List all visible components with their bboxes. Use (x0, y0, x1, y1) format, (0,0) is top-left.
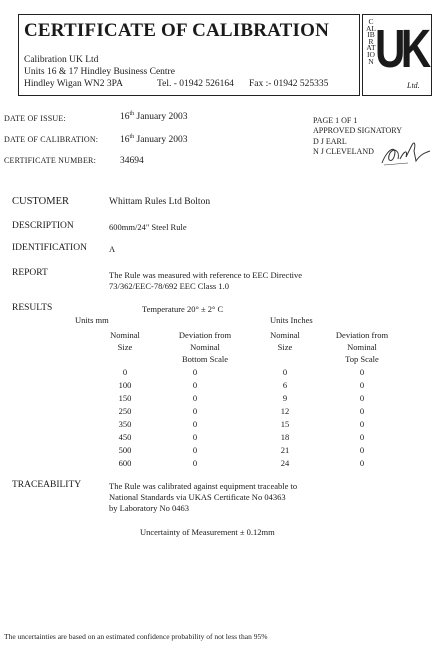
in-deviation-cell: 0 (359, 419, 365, 429)
customer-value: Whittam Rules Ltd Bolton (109, 197, 211, 207)
logo-ltd-text: Ltd. (407, 81, 420, 90)
in-deviation-cell: 0 (359, 380, 365, 390)
mm-deviation-cell: 0 (192, 432, 198, 442)
in-deviation-header: Deviation from (335, 330, 389, 340)
certificate-number-label: CERTIFICATE NUMBER: (4, 156, 96, 165)
mm-nominal-cell: 0 (122, 367, 128, 377)
date-of-calibration-label: DATE OF CALIBRATION: (4, 135, 99, 144)
description-label: DESCRIPTION (12, 221, 74, 231)
footer-note: The uncertainties are based on an estimated confidence probability of not less than 95% (4, 632, 268, 641)
mm-size-header: Size (117, 342, 133, 352)
date-of-issue-label: DATE OF ISSUE: (4, 114, 66, 123)
mm-deviation-cell: 0 (192, 367, 198, 377)
address-line-2: Hindley Wigan WN2 3PA (24, 79, 123, 89)
mm-deviation-cell: 0 (192, 458, 198, 468)
mm-scale-header: Bottom Scale (181, 354, 229, 364)
in-nominal-cell: 15 (280, 419, 290, 429)
approved-signatory-label: APPROVED SIGNATORY (313, 126, 402, 135)
address-line-1: Units 16 & 17 Hindley Business Centre (24, 67, 175, 77)
customer-label: CUSTOMER (12, 196, 69, 207)
in-scale-header: Top Scale (345, 354, 379, 364)
in-nominal-cell: 21 (280, 445, 290, 455)
telephone: Tel. - 01942 526164 (157, 79, 234, 89)
in-nominal-cell: 18 (280, 432, 290, 442)
certificate-title: CERTIFICATE OF CALIBRATION (24, 20, 330, 41)
in-nominal-header: Nominal (270, 330, 300, 340)
mm-nominal-cell: 450 (118, 432, 132, 442)
units-mm-label: Units mm (75, 315, 109, 325)
mm-nominal-cell: 100 (118, 380, 132, 390)
company-logo (362, 14, 432, 96)
mm-nominal-cell: 150 (118, 393, 132, 403)
traceability-label: TRACEABILITY (12, 480, 82, 490)
report-line-2: 73/362/EEC-78/692 EEC Class 1.0 (109, 281, 229, 291)
results-label: RESULTS (12, 303, 53, 313)
in-deviation-cell: 0 (359, 406, 365, 416)
signatory-cleveland: N J CLEVELAND (313, 147, 374, 156)
in-nominal-cell: 6 (282, 380, 288, 390)
in-nominal-cell: 12 (280, 406, 290, 416)
mm-deviation-cell: 0 (192, 445, 198, 455)
in-deviation-nominal-header: Nominal (347, 342, 377, 352)
mm-nominal-cell: 350 (118, 419, 132, 429)
report-label: REPORT (12, 268, 48, 278)
traceability-line-3: by Laboratory No 0463 (109, 503, 190, 513)
signatory-earl: D J EARL (313, 137, 347, 146)
page-indicator: PAGE 1 OF 1 (313, 116, 358, 125)
mm-deviation-cell: 0 (192, 406, 198, 416)
mm-nominal-header: Nominal (110, 330, 140, 340)
in-deviation-cell: 0 (359, 393, 365, 403)
identification-label: IDENTIFICATION (12, 243, 87, 253)
identification-value: A (109, 244, 116, 254)
logo-uk-text: UK (375, 19, 427, 79)
traceability-line-1: The Rule was calibrated against equipment traceable to (109, 481, 298, 491)
uncertainty-of-measurement: Uncertainty of Measurement ± 0.12mm (140, 527, 275, 537)
in-nominal-cell: 0 (282, 367, 288, 377)
mm-deviation-cell: 0 (192, 380, 198, 390)
report-line-1: The Rule was measured with reference to EEC Directive (109, 270, 303, 280)
signature (378, 139, 434, 167)
in-nominal-cell: 24 (280, 458, 290, 468)
fax: Fax :- 01942 525335 (249, 79, 329, 89)
traceability-line-2: National Standards via UKAS Certificate No 04363 (109, 492, 286, 502)
in-size-header: Size (277, 342, 293, 352)
certificate-number-value: 34694 (120, 156, 144, 166)
mm-deviation-cell: 0 (192, 393, 198, 403)
in-nominal-cell: 9 (282, 393, 288, 403)
mm-deviation-cell: 0 (192, 419, 198, 429)
company-name: Calibration UK Ltd (24, 55, 99, 65)
date-of-calibration-value: 16th January 2003 (120, 134, 188, 146)
mm-nominal-cell: 500 (118, 445, 132, 455)
date-of-issue-value: 16th January 2003 (120, 111, 188, 123)
mm-deviation-header: Deviation from (178, 330, 232, 340)
in-deviation-cell: 0 (359, 432, 365, 442)
in-deviation-cell: 0 (359, 367, 365, 377)
in-deviation-cell: 0 (359, 445, 365, 455)
mm-deviation-nominal-header: Nominal (190, 342, 220, 352)
units-inches-label: Units Inches (270, 315, 313, 325)
mm-nominal-cell: 600 (118, 458, 132, 468)
temperature: Temperature 20° ± 2° C (142, 304, 224, 314)
description-value: 600mm/24" Steel Rule (109, 222, 187, 232)
mm-nominal-cell: 250 (118, 406, 132, 416)
in-deviation-cell: 0 (359, 458, 365, 468)
logo-vertical-text: CALIBRATION (366, 17, 376, 66)
